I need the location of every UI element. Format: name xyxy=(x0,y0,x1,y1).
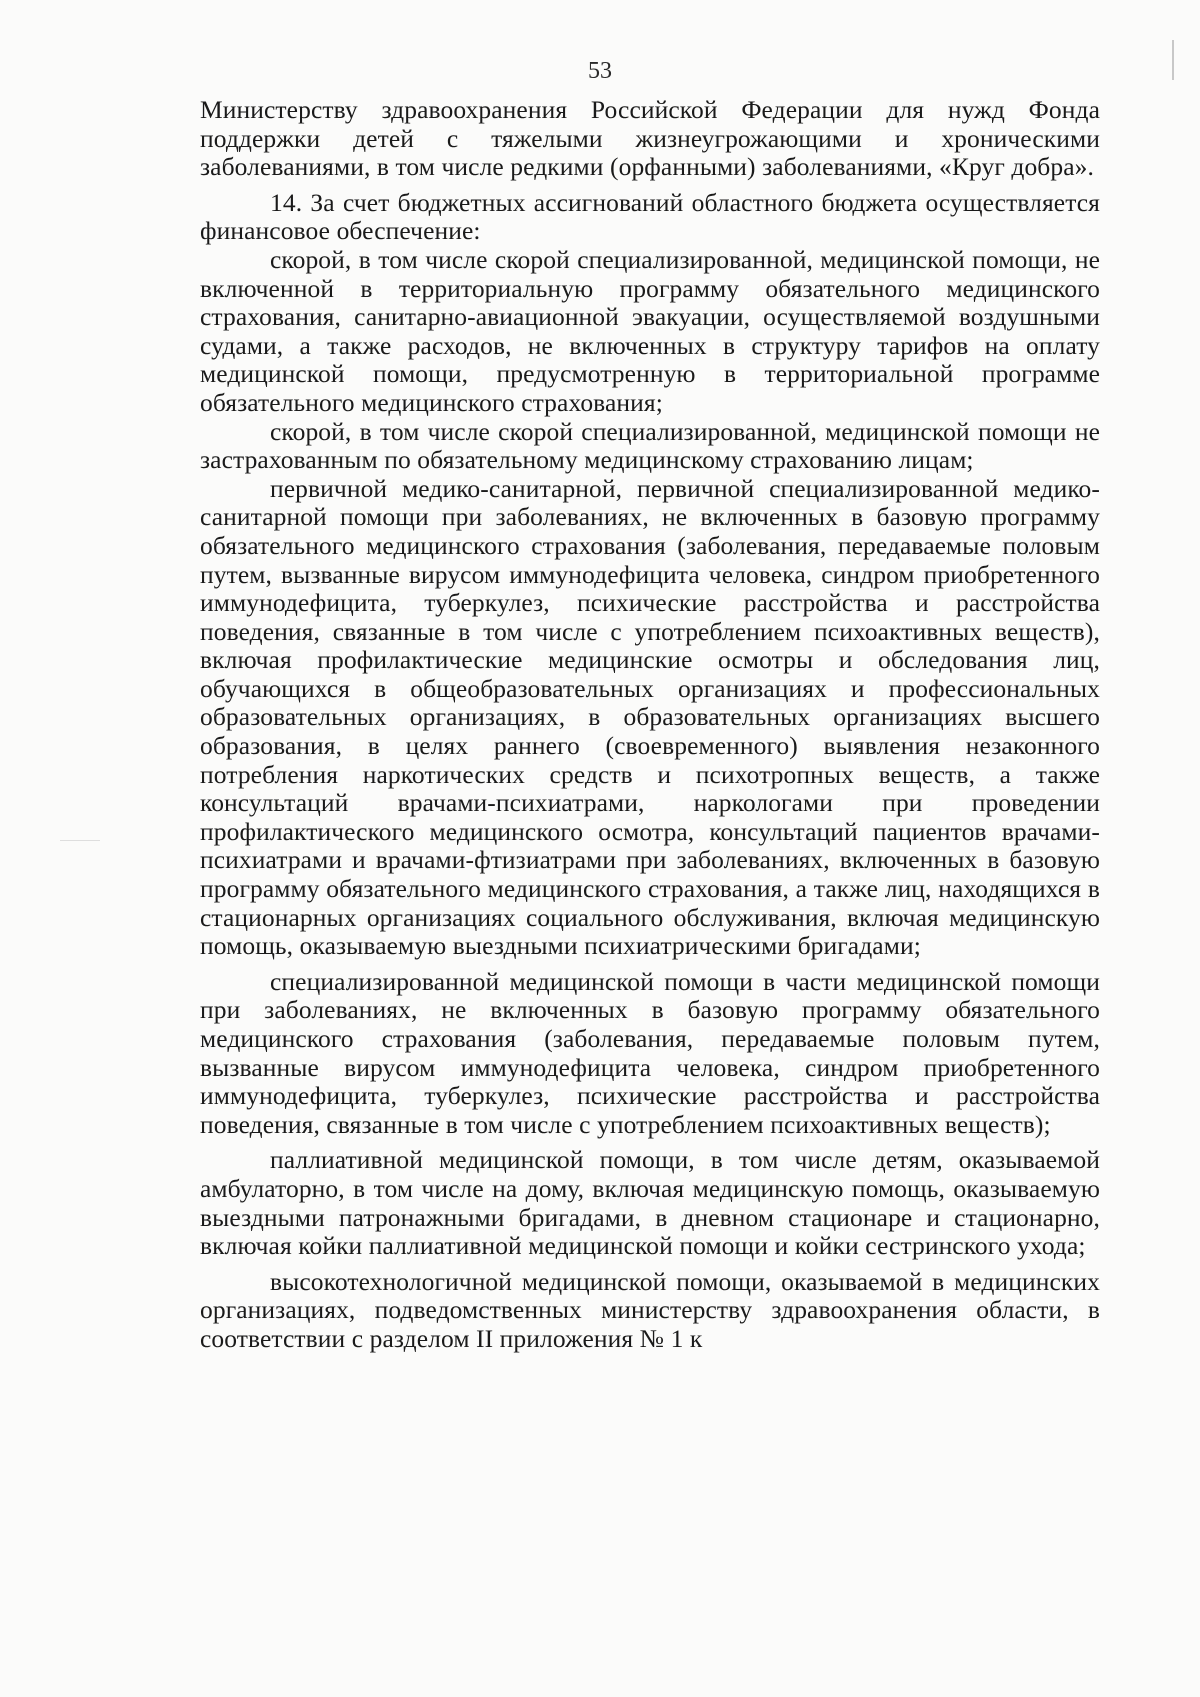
scan-edge-mark xyxy=(60,840,100,841)
paragraph-continuation: Министерству здравоохранения Российской Федерации для нужд Фонда поддержки детей с тяжелыми жизнеугрожающими и хроническими заболеваниями, в том числе редкими (орфанными) заболеваниями, «Круг добра». xyxy=(200,95,1100,182)
paragraph-specialized-care: специализированной медицинской помощи в части медицинской помощи при заболеваниях, не включенных в базовую программу обязательного медицинского страхования (заболевания, передаваемые половым путем, вызванные вирусом иммунодефицита человека, синдром приобретенного иммунодефицита, туберкулез, психические расстройства и расстройства поведения, связанные в том числе с употреблением психоактивных веществ); xyxy=(200,966,1100,1139)
page-number: 53 xyxy=(588,58,612,84)
paragraph-palliative-care: паллиативной медицинской помощи, в том числе детям, оказываемой амбулаторно, в том числе на дому, включая медицинскую помощь, оказываемую выездными патронажными бригадами, в дневном стационаре и стационарно, включая койки паллиативной медицинской помощи и койки сестринского ухода; xyxy=(200,1145,1100,1261)
paragraph-primary-care: первичной медико-санитарной, первичной специализированной медико-санитарной помощи при заболеваниях, не включенных в базовую программу обязательного медицинского страхования (заболевания, передаваемые половым путем, вызванные вирусом иммунодефицита человека, синдром приобретенного иммунодефицита, туберкулез, психические расстройства и расстройства поведения, связанные в том числе с употреблением психоактивных веществ), включая профилактические медицинские осмотры и обследования лиц, обучающихся в общеобразовательных организациях и профессиональных образовательных организациях, в образовательных организациях высшего образования, в целях раннего (своевременного) выявления незаконного потребления наркотических средств и психотропных веществ, а также консультаций врачами-психиатрами, наркологами при проведении профилактического медицинского осмотра, консультаций пациентов врачами-психиатрами и врачами-фтизиатрами при заболеваниях, включенных в базовую программу обязательного медицинского страхования, а также лиц, находящихся в стационарных организациях социального обслуживания, включая медицинскую помощь, оказываемую выездными психиатрическими бригадами; xyxy=(200,473,1100,961)
paragraph-item-14: 14. За счет бюджетных ассигнований областного бюджета осуществляется финансовое обеспечение: xyxy=(200,187,1100,246)
paragraph-ambulance-not-in-program: скорой, в том числе скорой специализированной, медицинской помощи, не включенной в территориальную программу обязательного медицинского страхования, санитарно-авиационной эвакуации, осуществляемой воздушными судами, а также расходов, не включенных в структуру тарифов на оплату медицинской помощи, предусмотренную в территориальной программе обязательного медицинского страхования; xyxy=(200,244,1100,417)
document-body xyxy=(200,96,1100,1354)
paragraph-ambulance-uninsured: скорой, в том числе скорой специализированной, медицинской помощи не застрахованным по обязательному медицинскому страхованию лицам; xyxy=(200,416,1100,475)
paragraph-high-tech-care: высокотехнологичной медицинской помощи, оказываемой в медицинских организациях, подведомственных министерству здравоохранения области, в соответствии с разделом II приложения № 1 к xyxy=(200,1266,1100,1353)
